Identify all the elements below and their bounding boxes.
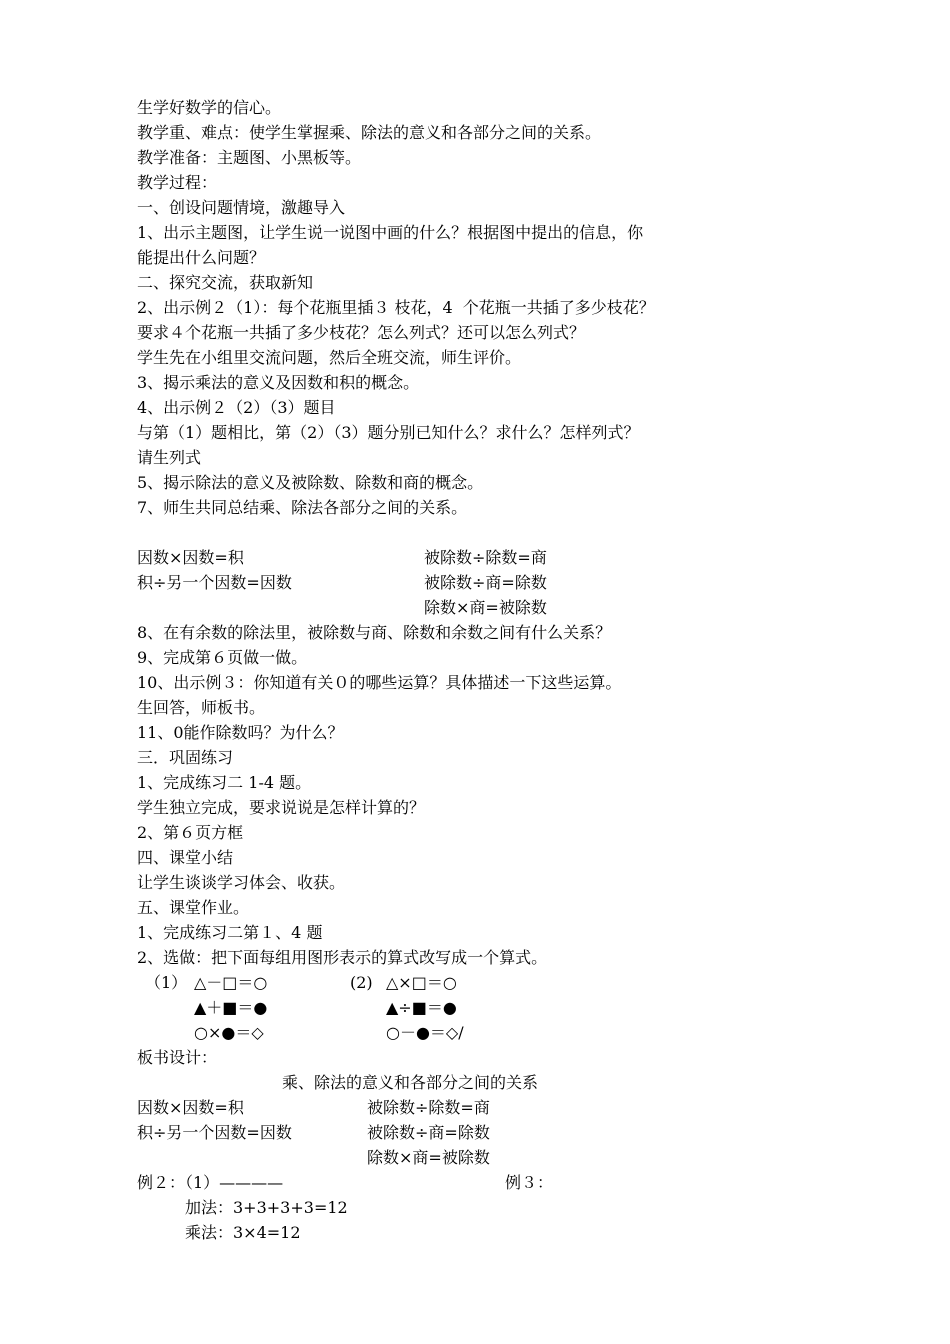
formula-group-2-row-3: ○－●＝◇/ <box>386 1023 464 1042</box>
section-heading: 四、课堂小结 <box>137 848 234 867</box>
text-line: 8、在有余数的除法里，被除数与商、除数和余数之间有什么关系？ <box>137 623 612 642</box>
board-title: 乘、除法的意义和各部分之间的关系 <box>282 1073 539 1092</box>
board-div-3: 除数×商=被除数 <box>367 1148 490 1167</box>
board-mul-2: 积÷另一个因数=因数 <box>137 1123 292 1142</box>
text-line: 生回答，师板书。 <box>137 698 266 717</box>
text-line: 能提出什么问题？ <box>137 248 266 267</box>
board-example-2: 例２：（1）———— <box>137 1173 284 1192</box>
board-div-2: 被除数÷商=除数 <box>367 1123 490 1142</box>
text-line: 9、完成第６页做一做。 <box>137 648 308 667</box>
text-line: 2、出示例２（1）：每个花瓶里插３ 枝花，4 个花瓶一共插了多少枝花？ <box>137 298 655 317</box>
relation-div-3: 除数×商=被除数 <box>424 598 547 617</box>
text-line: 1、完成练习二第１、4 题 <box>137 923 323 942</box>
text-line: 1、完成练习二 1-4 题。 <box>137 773 312 792</box>
formula-group-1-row-3: ○×●＝◇ <box>194 1023 264 1042</box>
text-line: 1、出示主题图，让学生说一说图中画的什么？根据图中提出的信息，你 <box>137 223 644 242</box>
text-line: 4、出示例２（2）（3）题目 <box>137 398 336 417</box>
text-line: 让学生谈谈学习体会、收获。 <box>137 873 346 892</box>
section-heading: 五、课堂作业。 <box>137 898 250 917</box>
relation-div-1: 被除数÷除数=商 <box>424 548 547 567</box>
relation-mul-2: 积÷另一个因数=因数 <box>137 573 292 592</box>
relation-mul-1: 因数×因数=积 <box>137 548 244 567</box>
text-line: 2、选做：把下面每组用图形表示的算式改写成一个算式。 <box>137 948 548 967</box>
text-line: 5、揭示除法的意义及被除数、除数和商的概念。 <box>137 473 484 492</box>
text-line: 要求４个花瓶一共插了多少枝花？怎么列式？还可以怎么列式？ <box>137 323 586 342</box>
text-line: 11、0能作除数吗？为什么？ <box>137 723 344 742</box>
section-heading: 教学过程： <box>137 173 218 192</box>
formula-group-2-row-2: ▲÷■＝● <box>386 998 457 1017</box>
formula-group-2-label: (2) <box>350 973 373 992</box>
formula-group-2-row-1: △×□＝○ <box>386 973 457 992</box>
board-heading: 板书设计： <box>137 1048 218 1067</box>
text-line: 教学准备：主题图、小黑板等。 <box>137 148 362 167</box>
section-heading: 一、创设问题情境，激趣导入 <box>137 198 346 217</box>
board-div-1: 被除数÷除数=商 <box>367 1098 490 1117</box>
text-line: 请生列式 <box>137 448 202 467</box>
text-line: 学生独立完成，要求说说是怎样计算的？ <box>137 798 426 817</box>
text-line: 3、揭示乘法的意义及因数和积的概念。 <box>137 373 420 392</box>
formula-group-1-row-1: △－□＝○ <box>194 973 268 992</box>
text-line: 2、第６页方框 <box>137 823 244 842</box>
board-multiplication: 乘法：3×4=12 <box>185 1223 301 1242</box>
board-mul-1: 因数×因数=积 <box>137 1098 244 1117</box>
formula-group-1-label: （1） <box>145 973 188 992</box>
text-line: 生学好数学的信心。 <box>137 98 282 117</box>
section-heading: 三．巩固练习 <box>137 748 234 767</box>
text-line: 学生先在小组里交流问题，然后全班交流，师生评价。 <box>137 348 522 367</box>
board-addition: 加法：3+3+3+3=12 <box>185 1198 348 1217</box>
text-line: 7、师生共同总结乘、除法各部分之间的关系。 <box>137 498 468 517</box>
formula-group-1-row-2: ▲＋■＝● <box>194 998 268 1017</box>
text-line: 10、出示例３：你知道有关０的哪些运算？具体描述一下这些运算。 <box>137 673 622 692</box>
text-line: 与第（1）题相比，第（2）（3）题分别已知什么？求什么？怎样列式？ <box>137 423 640 442</box>
section-heading: 二、探究交流，获取新知 <box>137 273 314 292</box>
relation-div-2: 被除数÷商=除数 <box>424 573 547 592</box>
board-example-3: 例３： <box>505 1173 554 1192</box>
text-line: 教学重、难点：使学生掌握乘、除法的意义和各部分之间的关系。 <box>137 123 602 142</box>
